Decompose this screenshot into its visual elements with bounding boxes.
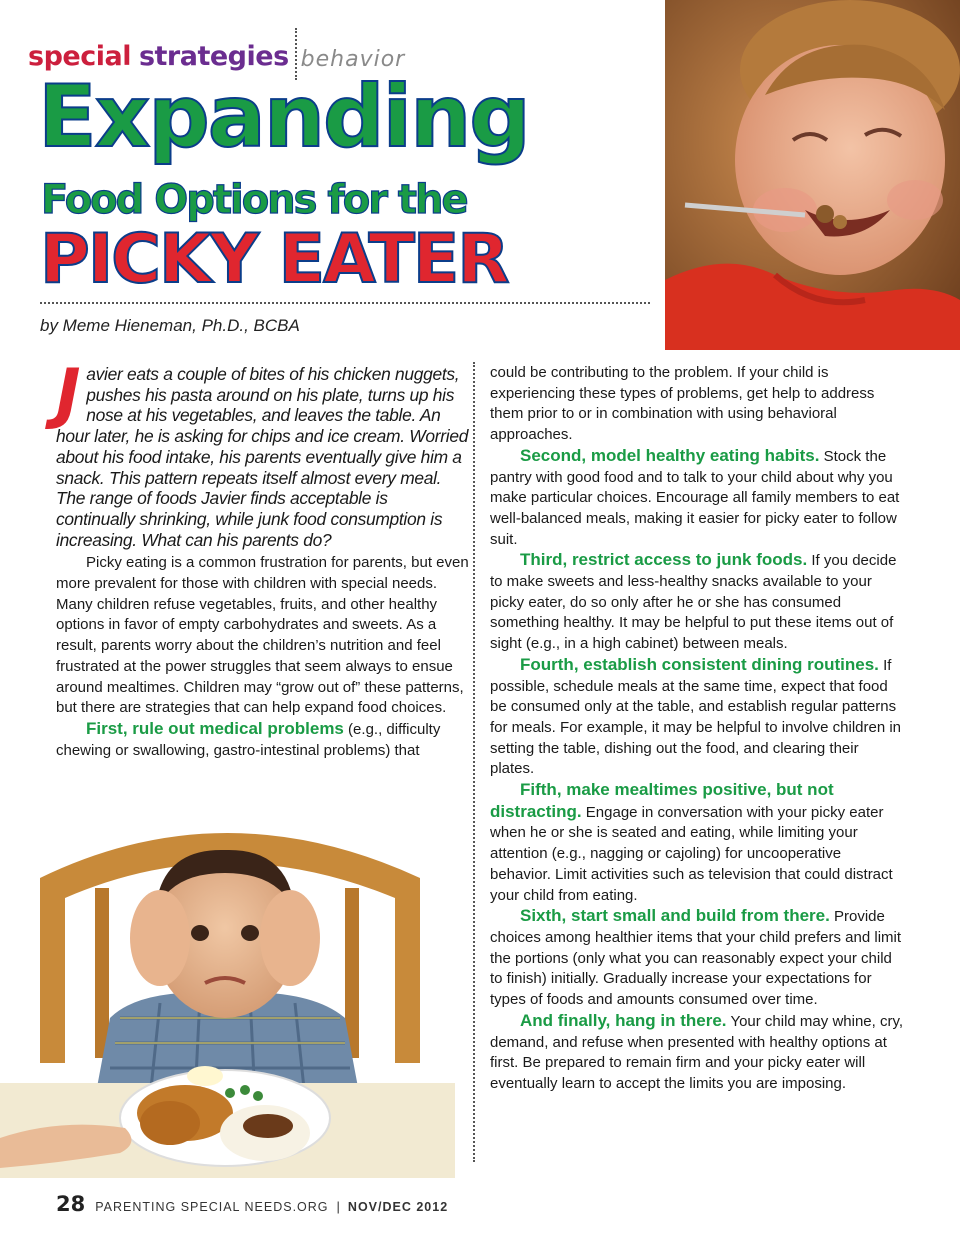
strategy-6	[490, 906, 904, 1011]
article-column-left	[56, 355, 470, 761]
drop-cap: J	[56, 355, 81, 432]
photo-child-eating-with-fork	[665, 0, 960, 350]
section-word-strategies: strategies	[138, 41, 289, 72]
issue-date: NOV/DEC 2012	[347, 1200, 449, 1214]
strategy-5-text: Engage in conversation with your picky eater when he or she is seated and eating, while limiting your attention (e.g., nagging or cajoling) for uncooperative behavior. Limit activities such as television that could distract your child from eating.	[490, 803, 893, 904]
article-intro	[56, 355, 470, 550]
section-kicker	[28, 28, 405, 72]
strategy-5-heading: Fifth, make mealtimes positive, but not distracting.	[490, 780, 834, 821]
section-word-special: special	[28, 41, 131, 72]
strategy-1-text-continued: could be contributing to the problem. If your child is experiencing these types of problems, get help to address them prior to or in combination with using behavioral approaches.	[490, 364, 875, 444]
header-divider	[40, 302, 650, 304]
strategy-1-text-start: (e.g., difficulty chewing or swallowing, gastro-intestinal problems) that	[56, 720, 441, 759]
strategy-1-heading: First, rule out medical problems	[86, 718, 344, 738]
strategy-7	[490, 1011, 904, 1095]
strategy-2-heading: Second, model healthy eating habits.	[520, 445, 820, 465]
footer-separator: |	[336, 1199, 340, 1214]
strategy-3-heading: Third, restrict access to junk foods.	[520, 550, 808, 570]
strategy-2	[490, 446, 904, 551]
article-column-right	[490, 363, 904, 1095]
strategy-6-text: Provide choices among healthier items that your child prefers and limit the portions (only what you can reasonably expect your child to finish) initially. Gradually increase your expectations for types of foods and amounts consumed over time.	[490, 908, 902, 1009]
strategy-7-heading: And finally, hang in there.	[520, 1010, 727, 1030]
page-footer	[56, 1192, 448, 1216]
strategy-4-heading: Fourth, establish consistent dining routines.	[520, 654, 879, 674]
title-line-2: Food Options for the	[41, 177, 467, 223]
page-number: 28	[56, 1192, 86, 1216]
strategy-2-text: Stock the pantry with good food and to talk to your child about why you make particular choices. Encourage all family members to eat well-balanced meals, making it easier for picky eater to follow suit.	[490, 447, 900, 548]
title-line-1: Expanding	[38, 67, 529, 167]
strategy-4	[490, 655, 904, 780]
publication-name: PARENTING SPECIAL NEEDS.ORG	[95, 1200, 329, 1214]
strategy-6-heading: Sixth, start small and build from there.	[520, 906, 830, 926]
byline: by Meme Hieneman, Ph.D., BCBA	[40, 316, 300, 335]
photo-child-refusing-plate-of-food	[0, 818, 455, 1178]
paragraph-1: Picky eating is a common frustration for parents, but even more prevalent for those with children with special needs. Many children refuse vegetables, fruits, and other healthy options in favor of empty carbohydrates and sweets. As a result, parents worry about the children’s nutrition and feel frustrated at the power struggles that seem always to ensue around mealtimes. Children may “grow out of” these patterns, but there are strategies that can help expand food choices.	[56, 554, 469, 717]
title-line-3: PICKY EATER	[40, 220, 508, 299]
strategy-3	[490, 550, 904, 655]
strategy-5	[490, 780, 904, 906]
strategy-1	[56, 719, 470, 761]
strategy-4-text: If possible, schedule meals at the same time, expect that food be consumed only at the table, and establish regular patterns for meals. For example, it may be helpful to involve children in setting the table, dishing out the food, and clearing their plates.	[490, 656, 902, 778]
strategy-3-text: If you decide to make sweets and less-healthy snacks available to your picky eater, do so only after he or she has consumed something healthy. It may be helpful to put these items out of sight (e.g., in a high cabinet) between meals.	[490, 552, 897, 653]
intro-text: avier eats a couple of bites of his chicken nuggets, pushes his pasta around on his plate, turns up his nose at his vegetables, and leaves the table. An hour later, he is asking for chips and ice cream. Worried about his food intake, his parents eventually give him a snack. This pattern repeats itself almost every meal. The range of foods Javier finds acceptable is continually shrinking, while junk food consumption is increasing. What can his parents do?	[56, 364, 469, 550]
section-category: behavior	[300, 47, 406, 72]
column-divider	[473, 362, 475, 1162]
strategy-7-text: Your child may whine, cry, demand, and refuse when presented with healthy options at first. Be prepared to remain firm and your picky eater will eventually learn to accept the limits you are imposing.	[490, 1012, 904, 1092]
